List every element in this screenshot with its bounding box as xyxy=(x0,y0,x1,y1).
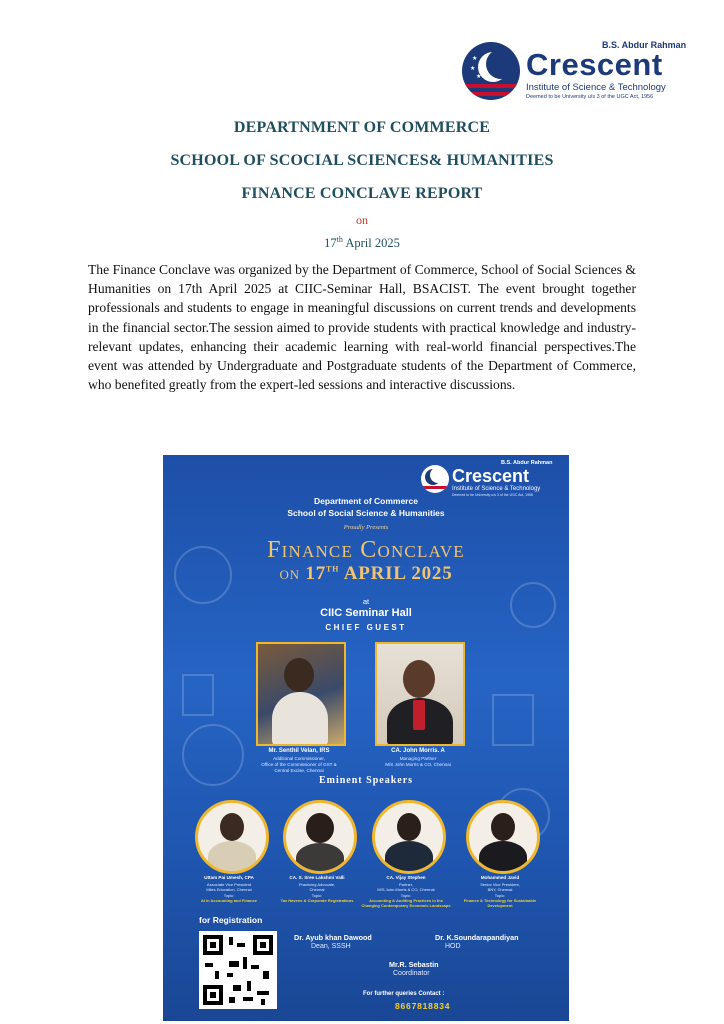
speaker-photo xyxy=(466,800,540,874)
speaker-name: CA. S. Sree Lakshmi Valli xyxy=(289,875,345,880)
poster-presents: Proudly Presents xyxy=(343,524,389,531)
registration-qr-code[interactable] xyxy=(199,931,277,1009)
speaker-topic: Topic: AI in Accounting and Finance xyxy=(200,893,258,903)
chief-guest-role: M/S John Morris & CO, Chennai xyxy=(385,762,451,767)
poster-logo xyxy=(421,461,559,497)
poster-logo-sub: Institute of Science & Technology xyxy=(452,486,541,492)
speaker-role: Associate Vice President Miles Education, Chennai xyxy=(206,882,252,892)
chief-guest-photo xyxy=(256,642,346,746)
chief-guest-name: Mr. Senthil Velan, IRS xyxy=(268,748,330,754)
chief-guest-role: Additional Commissioner, xyxy=(273,756,325,761)
logo-subtitle: Institute of Science & Technology xyxy=(526,82,666,93)
coordinator-name: Mr.R. Sebastin xyxy=(389,960,439,969)
poster-hall: CIIC Seminar Hall xyxy=(320,607,412,619)
dean-name: Dr. Ayub khan Dawood xyxy=(294,933,372,942)
speaker-topic: Topic: Tax Havens & Corporate Registrations xyxy=(280,893,354,903)
heading-report: FINANCE CONCLAVE REPORT xyxy=(241,185,483,202)
speaker-name: CA. Vijay Stephen xyxy=(386,875,426,880)
speaker-topic: Topic: Accounting & Auditing Practices in the Changing Contemporary Economic Landscape xyxy=(361,893,451,908)
speaker-name: Mohammed Javid xyxy=(480,875,520,880)
speaker-role: Senior Vice President, BNY, Chennai xyxy=(480,882,520,892)
speaker-name: Uttam Pai Umesh, CPA xyxy=(204,875,254,880)
logo-deemed: Deemed to be University u/s 3 of the UGC Act, 1956 xyxy=(526,94,654,100)
speaker-role: Partner, M/S John Morris & CO, Chennai xyxy=(377,882,435,892)
poster-logo-brand: Crescent xyxy=(452,466,530,486)
hod-name: Dr. K.Soundarapandiyan xyxy=(435,933,519,942)
poster-school: School of Social Science & Humanities xyxy=(287,508,445,518)
logo-top-line: B.S. Abdur Rahman xyxy=(602,40,687,50)
registration-label: for Registration xyxy=(199,915,263,925)
speaker-role: Practicing Advocate, Chennai xyxy=(298,882,336,892)
poster-title: Finance Conclave xyxy=(267,537,465,563)
hod-role: HOD xyxy=(445,943,461,950)
crescent-emblem-icon: ★ ★ ★ xyxy=(462,42,520,100)
eminent-speakers-heading: Eminent Speakers xyxy=(318,775,414,786)
poster-logo-top: B.S. Abdur Rahman xyxy=(501,460,553,466)
poster-department: Department of Commerce xyxy=(314,496,418,506)
chief-guest-role: Central Excise, Chennai xyxy=(274,768,324,773)
poster-logo-deemed: Deemed to be University u/s 3 of the UGC Act, 1956 xyxy=(452,493,533,497)
speaker-photo xyxy=(372,800,446,874)
poster-at: at xyxy=(362,597,370,606)
crescent-logo xyxy=(462,38,694,102)
chief-guest-name: CA. John Morris. A xyxy=(391,748,445,754)
event-poster xyxy=(163,455,569,1021)
poster-emblem-icon xyxy=(421,465,449,493)
contact-label: For further queries Contact : xyxy=(363,991,445,997)
chief-guest-role: Managing Partner xyxy=(399,756,437,761)
on-label: on xyxy=(356,213,368,227)
heading-school: SCHOOL OF SCOCIAL SCIENCES& HUMANITIES xyxy=(170,152,554,169)
speaker-photo xyxy=(195,800,269,874)
poster-chief-guest-label: CHIEF GUEST xyxy=(325,623,407,632)
event-date: 17th April 2025 xyxy=(324,235,400,251)
coordinator-role: Coordinator xyxy=(393,970,430,977)
poster-date: ON 17TH APRIL 2025 xyxy=(279,563,453,584)
report-paragraph: The Finance Conclave was organized by the Department of Commerce, School of Social Sciences & Humanities on 17th April 2025 at CIIC-Seminar Hall, BSACIST. The event brought together professionals and students to engage in meaningful discussions on current trends and developments in the financial sector.The session aimed to provide students with practical knowledge and industry-relevant updates, enhancing their academic learning with real-world financial perspectives.The event was attended by Undergraduate and Postgraduate students of the Department of Commerce, who benefited greatly from the expert-led sessions and interactive discussions. xyxy=(88,262,636,393)
dean-role: Dean, SSSH xyxy=(311,943,351,950)
logo-brand: Crescent xyxy=(526,47,663,82)
speaker-topic: Topic: Finance & Technology for Sustainable Development xyxy=(463,893,537,908)
speaker-photo xyxy=(283,800,357,874)
chief-guest-role: Office of the Commissioner of GST & xyxy=(261,762,337,767)
contact-phone: 8667818834 xyxy=(395,1001,451,1011)
heading-department: DEPARTNMENT OF COMMERCE xyxy=(233,119,491,136)
chief-guest-photo xyxy=(375,642,465,746)
